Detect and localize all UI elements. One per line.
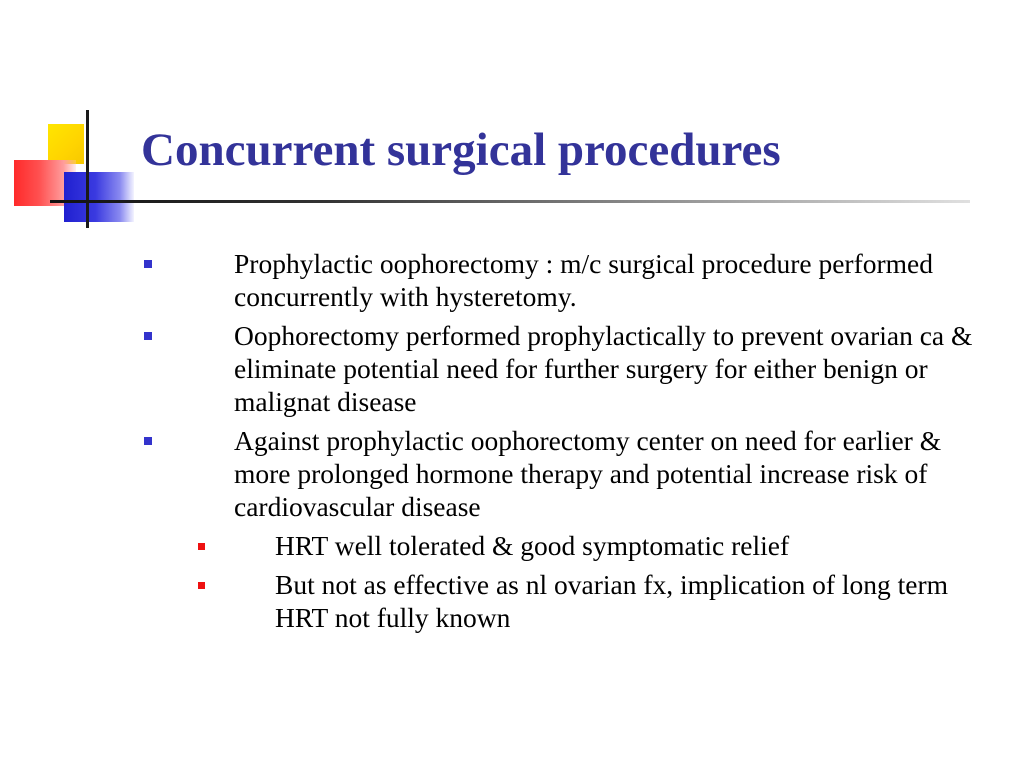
square-bullet-icon	[144, 437, 152, 445]
bullet-list	[0, 247, 1024, 640]
square-bullet-icon	[144, 260, 152, 268]
bullet-text: Against prophylactic oophorectomy center on need for earlier & more prolonged hormone therapy and potential increase risk of cardiovascular disease	[234, 425, 942, 522]
decorative-squares-logo	[0, 0, 150, 240]
sub-bullet-item	[275, 568, 995, 634]
bullet-item	[234, 424, 994, 523]
bullet-item	[234, 319, 994, 418]
bullet-item	[234, 247, 994, 313]
blue-square-shape	[64, 172, 134, 222]
title-underline-rule	[50, 200, 970, 203]
square-bullet-icon	[144, 332, 152, 340]
slide-title: Concurrent surgical procedures	[141, 124, 781, 176]
square-bullet-icon	[198, 543, 205, 550]
sub-bullet-text: But not as effective as nl ovarian fx, implication of long term HRT not fully known	[275, 569, 949, 633]
sub-bullet-item	[275, 529, 995, 562]
bullet-text: Prophylactic oophorectomy : m/c surgical procedure performed concurrently with hysteretomy.	[234, 248, 933, 312]
sub-bullet-text: HRT well tolerated & good symptomatic relief	[275, 530, 790, 561]
bullet-text: Oophorectomy performed prophylactically to prevent ovarian ca & eliminate potential need for further surgery for either benign or malignat disease	[234, 320, 973, 417]
yellow-square-shape	[48, 124, 84, 164]
square-bullet-icon	[198, 582, 205, 589]
vertical-rule	[86, 110, 89, 228]
